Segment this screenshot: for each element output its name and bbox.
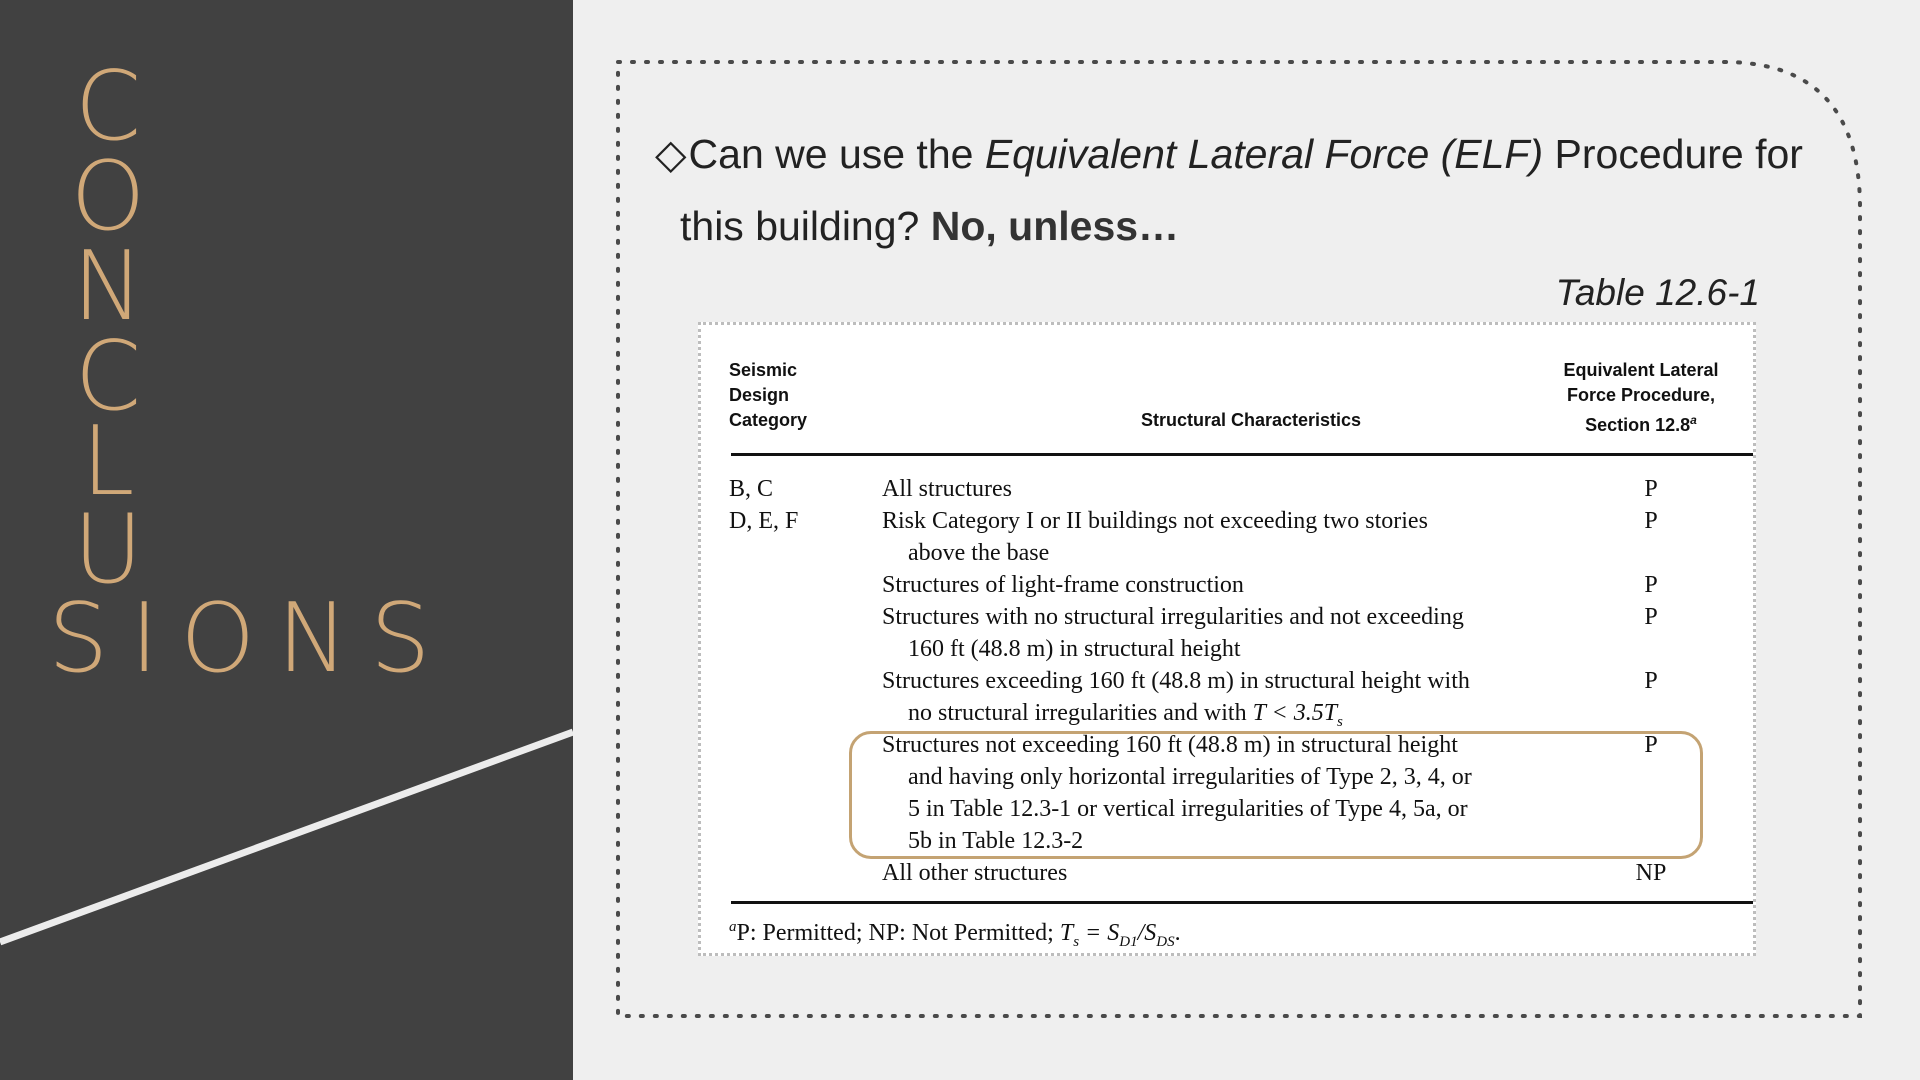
row-text: above the base — [908, 540, 1050, 566]
row-text: and having only horizontal irregularities of Type 2, 3, 4, or — [908, 764, 1472, 790]
diamond-bullet-icon: ◇ — [655, 131, 687, 177]
row-text: no structural irregularities and with $T < 3.5T_s$ — [908, 700, 1343, 730]
title-letter: C — [74, 52, 142, 162]
row-text: Structures exceeding 160 ft (48.8 m) in structural height with — [882, 668, 1470, 694]
table-caption: Table 12.6-1 — [1555, 272, 1760, 313]
seismic-table — [698, 322, 1756, 956]
row-text: Risk Category I or II buildings not exceeding two stories — [882, 508, 1428, 534]
row-value: P — [1644, 604, 1658, 630]
row-value: P — [1644, 732, 1658, 758]
row-category: D, E, F — [729, 508, 799, 534]
title-last-line: SIONS — [48, 584, 453, 694]
table-footnote: $^a$P: Permitted; NP: Not Permitted; $T_s = S_{D1}/S_{DS}$. — [729, 919, 1181, 950]
highlight-box — [849, 731, 1703, 859]
question-answer: No, unless… — [930, 203, 1180, 249]
row-value: P — [1644, 476, 1658, 502]
row-text: Structures not exceeding 160 ft (48.8 m) in structural height — [882, 732, 1458, 758]
question-part2: Procedure for — [1543, 131, 1803, 177]
row-text: Structures of light-frame construction — [882, 572, 1244, 598]
row-value: P — [1644, 572, 1658, 598]
question-italic-term: Equivalent Lateral Force (ELF) — [984, 131, 1544, 177]
decorative-diagonal-line — [0, 0, 573, 1080]
header-category: Seismic Design Category — [729, 360, 808, 430]
row-text: All structures — [882, 476, 1012, 502]
row-value: NP — [1635, 860, 1667, 886]
row-value: P — [1644, 668, 1658, 694]
row-category: B, C — [729, 476, 774, 502]
row-text: All other structures — [882, 860, 1068, 886]
question-part1: Can we use the — [688, 131, 985, 177]
title-letter: U — [73, 495, 143, 605]
question-text — [655, 118, 1815, 262]
row-text: 5 in Table 12.3-1 or vertical irregularities of Type 4, 5a, or — [908, 796, 1468, 822]
header-characteristics: Structural Characteristics — [1140, 410, 1362, 430]
row-text: 160 ft (48.8 m) in structural height — [908, 636, 1241, 662]
footer-rule — [731, 901, 1753, 904]
header-rule — [731, 453, 1753, 456]
header-procedure: Equivalent Lateral Force Procedure, Section 12.8$^a$ — [1563, 360, 1719, 435]
sidebar-panel — [0, 0, 573, 1080]
title-letter: L — [81, 407, 135, 517]
title-letter: C — [74, 322, 142, 432]
title-letter: O — [70, 142, 146, 252]
title-letter: N — [72, 232, 144, 342]
question-part3: this building? — [680, 203, 931, 249]
row-text: 5b in Table 12.3-2 — [908, 828, 1084, 854]
row-text: Structures with no structural irregularities and not exceeding — [882, 604, 1464, 630]
row-value: P — [1644, 508, 1658, 534]
